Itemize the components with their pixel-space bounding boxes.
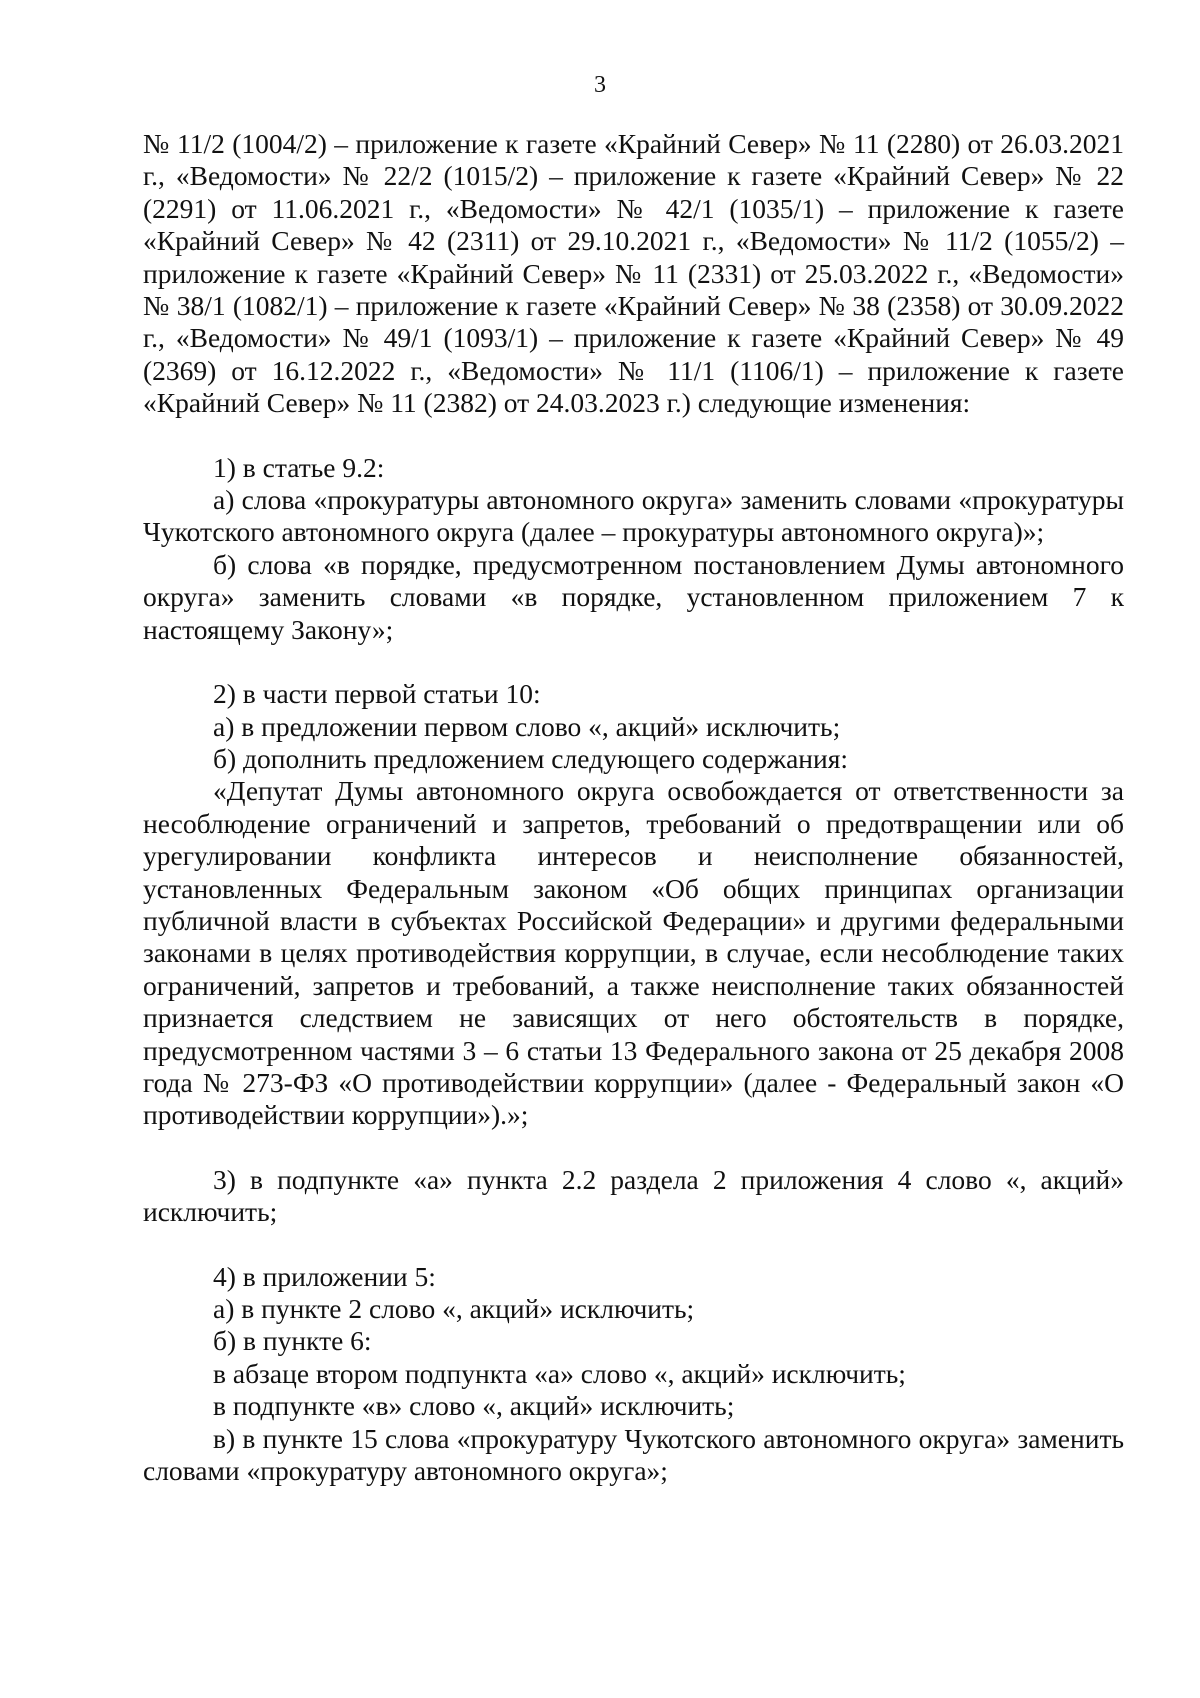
paragraph-item-4b: б) в пункте 6: (213, 1325, 372, 1357)
paragraph-item-1: 1) в статье 9.2: (213, 451, 385, 483)
paragraph-item-2b: б) дополнить предложением следующего содержания: (213, 742, 849, 774)
paragraph-item-4: 4) в приложении 5: (213, 1260, 436, 1292)
paragraph-quoted-text: «Депутат Думы автономного округа освобождается от ответственности за несоблюдение ограничений и запретов, требований о предотвращении или об урегулировании конфликта интересов и неисполнение обязанностей, установленных Федеральным законом «Об общих принципах организации публичной власти в субъектах Российской Федерации» и другими федеральными законами в целях противодействия коррупции, в случае, если несоблюдение таких ограничений, запретов и требований, а также неисполнение таких обязанностей признается следствием не зависящих от него обстоятельств в порядке, предусмотренном частями 3 – 6 статьи 13 Федерального закона от 25 декабря 2008 года № 273-ФЗ «О противодействии коррупции» (далее - Федеральный закон «О противодействии коррупции»).»; (143, 775, 1124, 1131)
page-number: 3 (594, 72, 606, 98)
document-body (143, 128, 1124, 1487)
paragraph-item-1b: б) слова «в порядке, предусмотренном постановлением Думы автономного округа» заменить словами «в порядке, установленном приложением 7 к настоящему Закону»; (143, 548, 1124, 645)
paragraph-continuation: № 11/2 (1004/2) – приложение к газете «Крайний Север» № 11 (2280) от 26.03.2021 г., «Ведомости» № 22/2 (1015/2) – приложение к газете «Крайний Север» № 22 (2291) от 11.06.2021 г., «Ведомости» № 42/1 (1035/1) – приложение к газете «Крайний Север» № 42 (2311) от 29.10.2021 г., «Ведомости» № 11/2 (1055/2) – приложение к газете «Крайний Север» № 11 (2331) от 25.03.2022 г., «Ведомости» № 38/1 (1082/1) – приложение к газете «Крайний Север» № 38 (2358) от 30.09.2022 г., «Ведомости» № 49/1 (1093/1) – приложение к газете «Крайний Север» № 49 (2369) от 16.12.2022 г., «Ведомости» № 11/1 (1106/1) – приложение к газете «Крайний Север» № 11 (2382) от 24.03.2023 г.) следующие изменения: (143, 128, 1124, 419)
paragraph-item-4b-1: в абзаце втором подпункта «а» слово «, акций» исключить; (213, 1357, 906, 1389)
paragraph-item-1a: а) слова «прокуратуры автономного округа» заменить словами «прокуратуры Чукотского автономного округа (далее – прокуратуры автономного округа)»; (143, 484, 1124, 548)
paragraph-item-4v: в) в пункте 15 слова «прокуратуру Чукотского автономного округа» заменить словами «прокуратуру автономного округа»; (143, 1422, 1124, 1487)
paragraph-item-2: 2) в части первой статьи 10: (213, 678, 541, 710)
paragraph-item-4a: а) в пункте 2 слово «, акций» исключить; (213, 1293, 695, 1324)
paragraph-item-3: 3) в подпункте «а» пункта 2.2 раздела 2 приложения 4 слово «, акций» исключить; (143, 1163, 1124, 1228)
paragraph-item-2a: а) в предложении первом слово «, акций» исключить; (213, 710, 841, 742)
paragraph-item-4b-2: в подпункте «в» слово «, акций» исключить; (213, 1390, 735, 1422)
